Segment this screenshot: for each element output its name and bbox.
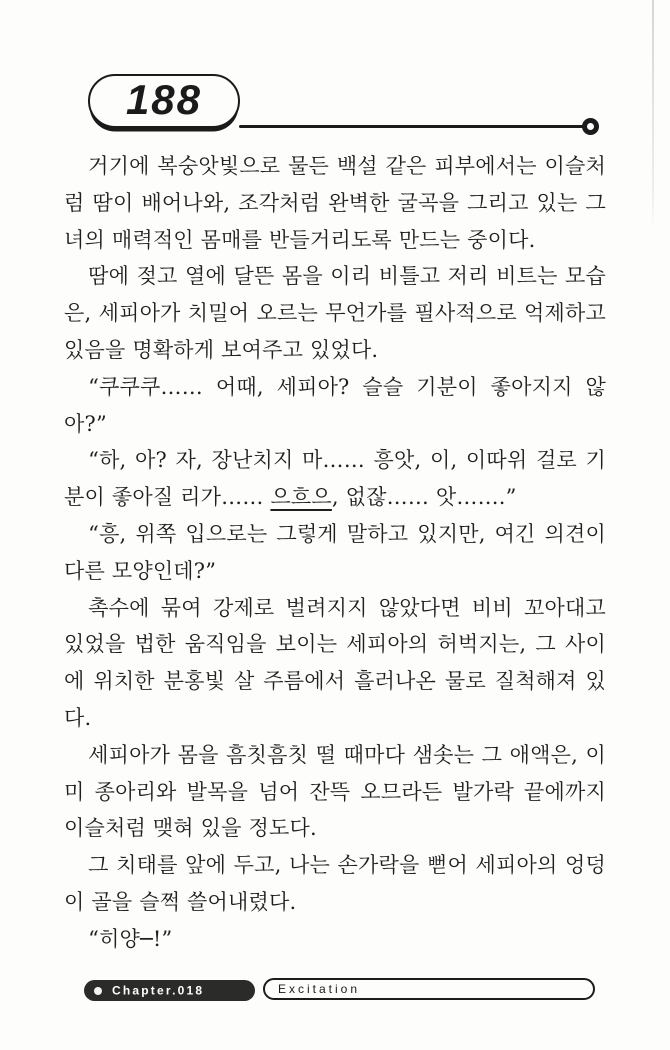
chapter-number-pill bbox=[84, 980, 255, 1001]
paragraph bbox=[64, 148, 606, 258]
page-number-pill bbox=[88, 74, 240, 128]
emphasized-text: 으흐으 bbox=[270, 485, 332, 510]
text-segment: “히양─!” bbox=[88, 926, 173, 951]
paragraph bbox=[64, 921, 606, 958]
text-segment: “쿠쿠쿠…… 어때, 세피아? 슬슬 기분이 좋아지지 않아?” bbox=[64, 374, 606, 436]
text-segment: 촉수에 묶여 강제로 벌려지지 않았다면 비비 꼬아대고 있었을 법한 움직임을 보이는 세피아의 허벅지는, 그 사이에 위치한 분홍빛 살 주름에서 흘러나온 물로 질척해져 있다. bbox=[64, 595, 606, 730]
text-segment: 땀에 젖고 열에 달뜬 몸을 이리 비틀고 저리 비트는 모습은, 세피아가 치밀어 오르는 무언가를 필사적으로 억제하고 있음을 명확하게 보여주고 있었다. bbox=[64, 264, 606, 362]
body-text bbox=[64, 148, 606, 958]
paragraph bbox=[64, 369, 606, 443]
chapter-title-label: Excitation bbox=[278, 982, 361, 996]
text-segment: “하, 아? 자, 장난치지 마…… 흥앗, 이, 이따위 걸로 기분이 좋아질 리가…… bbox=[64, 448, 606, 510]
text-segment: 세피아가 몸을 흠칫흠칫 떨 때마다 샘솟는 그 애액은, 이미 종아리와 발목을 넘어 잔뜩 오므라든 발가락 끝에까지 이슬처럼 맺혀 있을 정도다. bbox=[64, 742, 606, 841]
page-number: 188 bbox=[125, 76, 203, 123]
header-rule-line bbox=[239, 125, 584, 128]
paragraph bbox=[64, 442, 606, 516]
scan-edge-artifact bbox=[652, 0, 654, 230]
text-segment: 거기에 복숭앗빛으로 물든 백설 같은 피부에서는 이슬처럼 땀이 배어나와, 조각처럼 완벽한 굴곡을 그리고 있는 그녀의 매력적인 몸매를 반들거리도록 만드는 중이다. bbox=[64, 154, 606, 252]
paragraph bbox=[64, 847, 606, 921]
text-segment: “흥, 위쪽 입으로는 그렇게 말하고 있지만, 여긴 의견이 다른 모양인데?” bbox=[64, 521, 606, 583]
paragraph bbox=[64, 737, 606, 847]
paragraph bbox=[64, 516, 606, 590]
chapter-number-label: Chapter.018 bbox=[112, 983, 205, 997]
paragraph bbox=[64, 590, 606, 737]
text-segment: , 없잖…… 앗…….” bbox=[331, 485, 517, 510]
text-segment: 그 치태를 앞에 두고, 나는 손가락을 뻗어 세피아의 엉덩이 골을 슬쩍 쓸어내렸다. bbox=[64, 853, 606, 914]
paragraph bbox=[64, 258, 606, 368]
ring-icon bbox=[582, 118, 599, 135]
chapter-title-pill bbox=[263, 978, 595, 1000]
dot-icon bbox=[94, 987, 102, 995]
